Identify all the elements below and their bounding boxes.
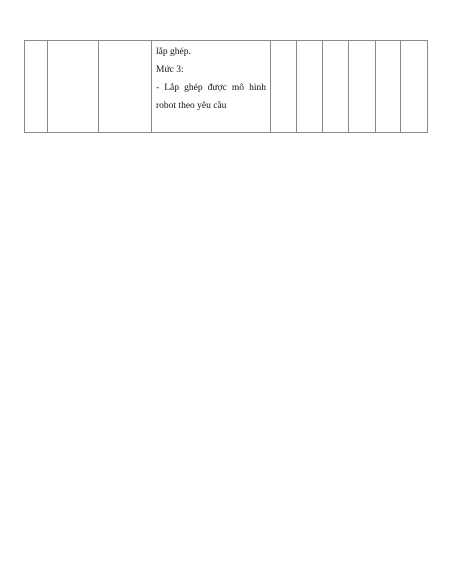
content-line: Mức 3: (156, 65, 184, 75)
content-line: lắp ghép. (156, 47, 191, 57)
table-cell-col-8 (349, 41, 376, 133)
table-cell-col-6 (297, 41, 323, 133)
evaluation-table (24, 40, 428, 133)
table-row (25, 41, 428, 133)
table-cell-col-7 (323, 41, 349, 133)
table-cell-col-2 (48, 41, 99, 133)
table-cell-col-10 (401, 41, 428, 133)
table-cell-col-1 (25, 41, 48, 133)
table-cell-col-5 (271, 41, 297, 133)
table-cell-col-9 (376, 41, 401, 133)
content-line: - Lắp ghép được mô hình (156, 83, 266, 93)
content-line: robot theo yêu cầu (156, 101, 227, 111)
table-cell-requirements (152, 41, 271, 133)
table-cell-col-3 (99, 41, 152, 133)
